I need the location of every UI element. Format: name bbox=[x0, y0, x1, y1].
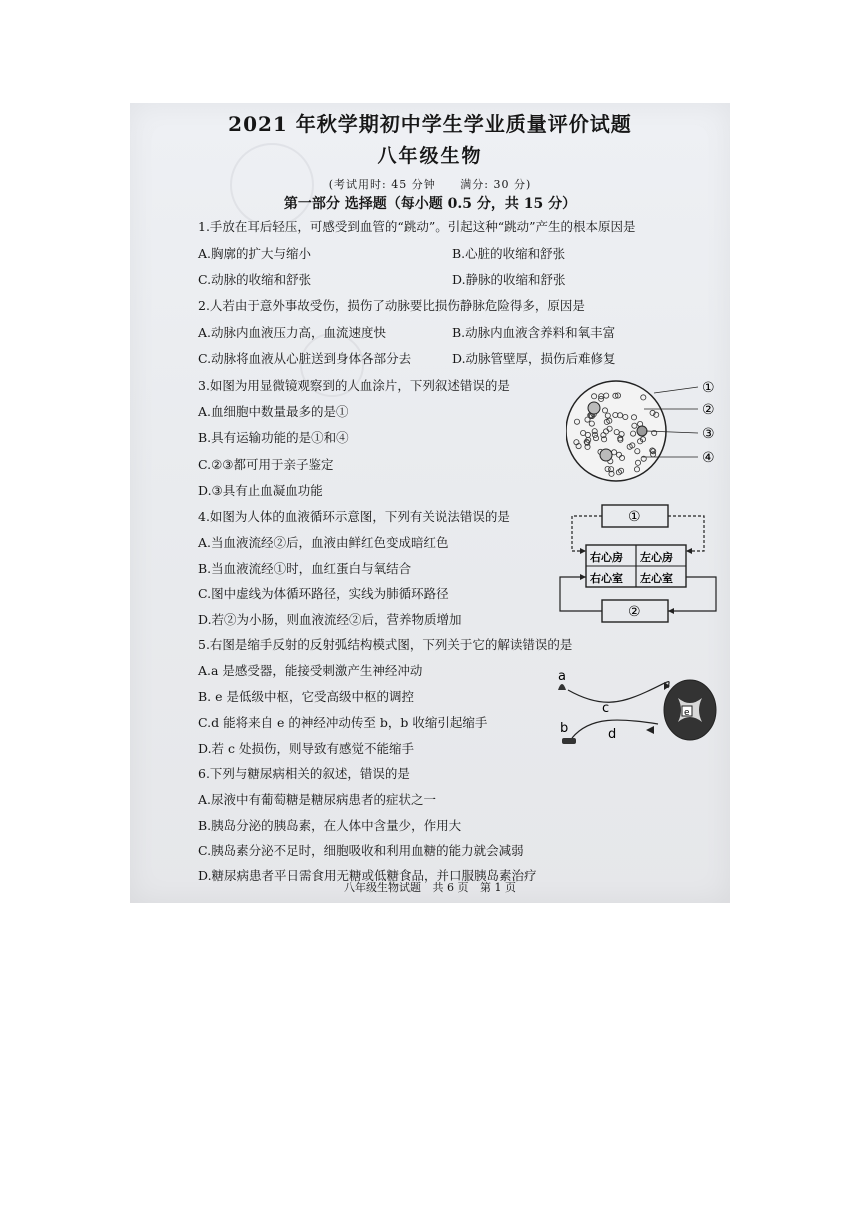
question-5-option-d: D.若 c 处损伤，则导致有感觉不能缩手 bbox=[198, 741, 414, 756]
question-6-option-c: C.胰岛素分泌不足时，细胞吸收和利用血糖的能力就会减弱 bbox=[198, 843, 524, 858]
smear-label-1: ① bbox=[702, 380, 715, 396]
white-blood-cell bbox=[637, 426, 647, 436]
question-6-option-d: D.糖尿病患者平日需食用无糖或低糖食品，并口服胰岛素治疗 bbox=[198, 868, 537, 883]
question-5-option-a: A.a 是感受器，能接受刺激产生神经冲动 bbox=[198, 663, 423, 678]
left-ventricle-label: 左心室 bbox=[640, 572, 673, 585]
question-3-stem: 3.如图为用显微镜观察到的人血涂片，下列叙述错误的是 bbox=[198, 378, 510, 393]
question-6-option-a: A.尿液中有葡萄糖是糖尿病患者的症状之一 bbox=[198, 792, 437, 807]
organ-box-1-label: ① bbox=[628, 509, 641, 525]
leader-line-1 bbox=[654, 387, 698, 393]
question-1-option-c: C.动脉的收缩和舒张 bbox=[198, 272, 312, 287]
question-2-option-c: C.动脉将血液从心脏送到身体各部分去 bbox=[198, 351, 412, 366]
reflex-label-c: c bbox=[602, 701, 610, 716]
flow-arrow bbox=[580, 574, 586, 580]
question-3-option-c: C.②③都可用于亲子鉴定 bbox=[198, 457, 334, 472]
left-atrium-label: 左心房 bbox=[640, 551, 673, 564]
question-3-option-d: D.③具有止血凝血功能 bbox=[198, 483, 323, 498]
blood-smear-figure bbox=[566, 373, 726, 489]
question-6-option-b: B.胰岛分泌的胰岛素，在人体中含量少，作用大 bbox=[198, 818, 462, 833]
question-2-option-b: B.动脉内血液含养料和氧丰富 bbox=[452, 325, 616, 340]
smear-label-2: ② bbox=[702, 402, 715, 418]
reflex-label-d: d bbox=[608, 727, 617, 742]
impulse-arrow bbox=[646, 726, 654, 734]
organ-box-2-label: ② bbox=[628, 604, 641, 620]
reflex-label-b: b bbox=[560, 721, 569, 736]
footer-subject: 八年级生物试题 bbox=[344, 881, 421, 894]
question-5-option-b: B. e 是低级中枢，它受高级中枢的调控 bbox=[198, 689, 415, 704]
circulation-figure bbox=[554, 501, 724, 631]
exam-paper bbox=[130, 103, 730, 903]
smear-label-3: ③ bbox=[702, 426, 715, 442]
right-atrium-label: 右心房 bbox=[590, 551, 623, 564]
question-1-stem: 1.手放在耳后轻压，可感受到血管的“跳动”。引起这种“跳动”产生的根本原因是 bbox=[198, 219, 636, 234]
exam-full-score: 满分: 30 分) bbox=[460, 178, 532, 191]
effector-b bbox=[562, 738, 576, 744]
sensory-neuron-c bbox=[568, 682, 669, 703]
receptor-a bbox=[558, 684, 566, 690]
footer-total-pages: 共 6 页 bbox=[432, 881, 469, 894]
smear-label-4: ④ bbox=[702, 450, 715, 466]
question-3-option-b: B.具有运输功能的是①和④ bbox=[198, 430, 349, 445]
right-ventricle-label: 右心室 bbox=[590, 572, 623, 585]
reflex-arc-figure bbox=[550, 668, 725, 758]
footer-page-number: 第 1 页 bbox=[480, 881, 516, 894]
reflex-label-e: e bbox=[684, 708, 690, 718]
question-1-option-a: A.胸廓的扩大与缩小 bbox=[198, 246, 312, 261]
question-1-option-d: D.静脉的收缩和舒张 bbox=[452, 272, 566, 287]
white-blood-cell bbox=[588, 402, 600, 414]
flow-arrow bbox=[580, 548, 586, 554]
question-4-option-c: C.图中虚线为体循环路径，实线为肺循环路径 bbox=[198, 586, 449, 601]
systemic-path-right bbox=[668, 577, 716, 611]
question-4-option-d: D.若②为小肠，则血液流经②后，营养物质增加 bbox=[198, 612, 462, 627]
question-2-option-d: D.动脉管壁厚，损伤后难修复 bbox=[452, 351, 616, 366]
question-4-option-b: B.当血液流经①时，血红蛋白与氧结合 bbox=[198, 561, 412, 576]
page-footer bbox=[130, 879, 730, 895]
question-4-stem: 4.如图为人体的血液循环示意图，下列有关说法错误的是 bbox=[198, 509, 510, 524]
question-6-stem: 6.下列与糖尿病相关的叙述，错误的是 bbox=[198, 766, 410, 781]
flow-arrow bbox=[686, 548, 692, 554]
exam-title: 2021 年秋学期初中学生学业质量评价试题 bbox=[228, 112, 632, 136]
question-5-option-c: C.d 能将来自 e 的神经冲动传至 b，b 收缩引起缩手 bbox=[198, 715, 488, 730]
pulmonary-path-left bbox=[572, 516, 602, 551]
question-5-stem: 5.右图是缩手反射的反射弧结构模式图，下列关于它的解读错误的是 bbox=[198, 637, 573, 652]
question-1-option-b: B.心脏的收缩和舒张 bbox=[452, 246, 566, 261]
exam-meta bbox=[130, 176, 730, 192]
question-2-stem: 2.人若由于意外事故受伤，损伤了动脉要比损伤静脉危险得多，原因是 bbox=[198, 298, 585, 313]
question-3-option-a: A.血细胞中数量最多的是① bbox=[198, 404, 349, 419]
section-title: 第一部分 选择题（每小题 0.5 分，共 15 分） bbox=[283, 196, 577, 212]
reflex-label-a: a bbox=[558, 669, 566, 684]
exam-subject: 八年级生物 bbox=[377, 145, 483, 167]
white-blood-cell bbox=[600, 449, 612, 461]
question-4-option-a: A.当血液流经②后，血液由鲜红色变成暗红色 bbox=[198, 535, 449, 550]
flow-arrow bbox=[668, 608, 674, 614]
question-2-option-a: A.动脉内血液压力高，血流速度快 bbox=[198, 325, 387, 340]
exam-time: (考试用时: 45 分钟 bbox=[328, 178, 436, 191]
